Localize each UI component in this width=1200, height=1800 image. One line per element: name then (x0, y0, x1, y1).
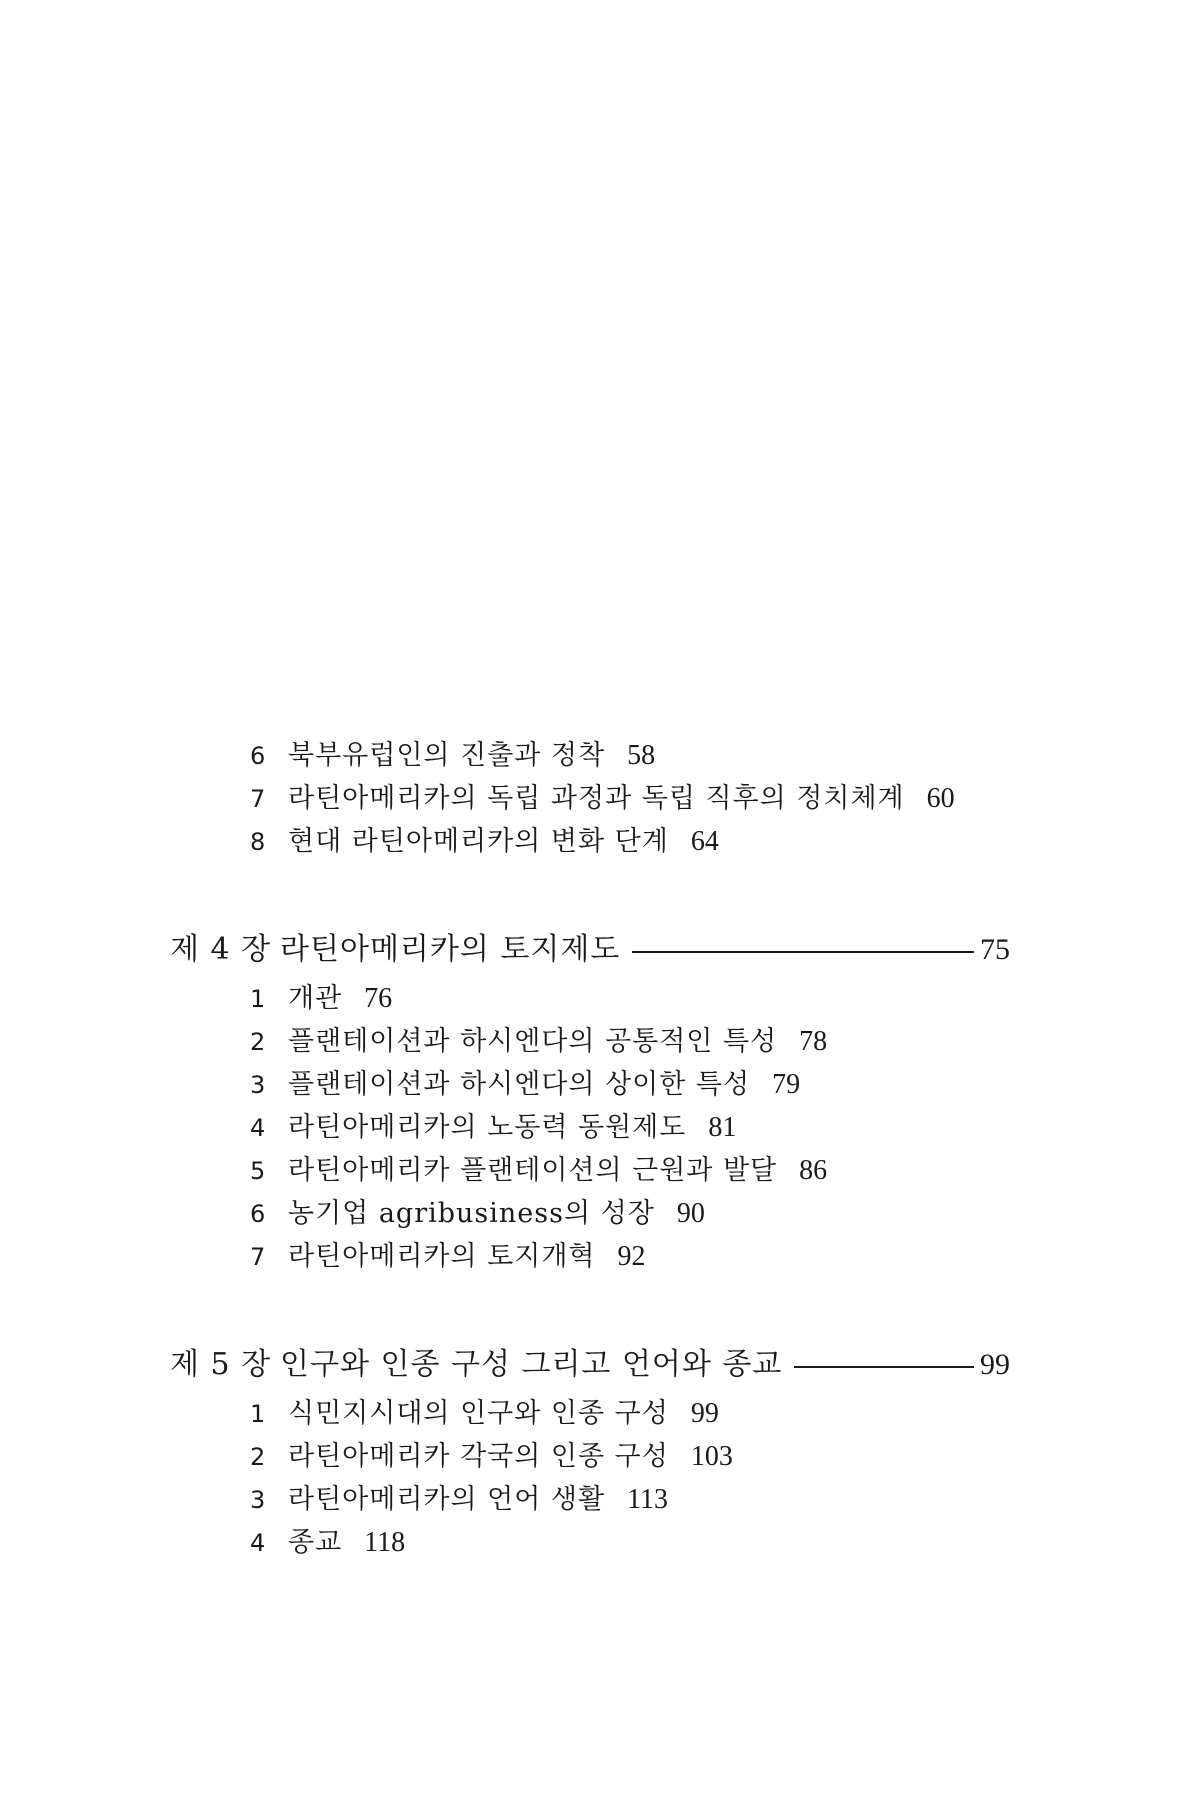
entry-number: 4 (250, 1114, 266, 1142)
toc-entry (250, 1529, 405, 1557)
toc-entry (250, 1243, 645, 1271)
entry-title: 라틴아메리카의 토지개혁 (288, 1241, 596, 1272)
entry-page: 64 (690, 826, 719, 857)
entry-number: 3 (250, 1486, 266, 1514)
entry-page: 90 (676, 1198, 705, 1229)
entry-page: 113 (627, 1484, 669, 1515)
entry-number: 5 (250, 1157, 266, 1185)
entry-title: 라틴아메리카의 노동력 동원제도 (288, 1112, 687, 1143)
toc-entry (250, 1028, 827, 1056)
toc-entry (250, 828, 719, 856)
entry-number: 8 (250, 828, 266, 856)
entry-page: 58 (627, 740, 656, 771)
entry-number: 3 (250, 1071, 266, 1099)
toc-entry (250, 1443, 733, 1471)
entry-page: 99 (690, 1398, 719, 1429)
toc-entry (250, 1114, 736, 1142)
entry-number: 6 (250, 1200, 266, 1228)
toc-entry (250, 742, 655, 770)
entry-title: 라틴아메리카 각국의 인종 구성 (288, 1441, 669, 1472)
entry-page: 118 (364, 1527, 406, 1558)
chapter-heading-4 (170, 932, 1010, 967)
entry-title: 농기업 agribusiness의 성장 (288, 1198, 655, 1229)
entry-title: 종교 (288, 1527, 343, 1558)
entry-title: 북부유럽인의 진출과 정착 (288, 740, 606, 771)
entry-title: 플랜테이션과 하시엔다의 공통적인 특성 (288, 1026, 778, 1057)
entry-title: 라틴아메리카의 언어 생활 (288, 1484, 606, 1515)
toc-entry (250, 1157, 827, 1185)
toc-entry (250, 1200, 705, 1228)
entry-number: 2 (250, 1028, 266, 1056)
entry-page: 103 (690, 1441, 733, 1472)
chapter-page: 75 (980, 933, 1010, 966)
chapter-title: 인구와 인종 구성 그리고 언어와 종교 (280, 1347, 783, 1382)
entry-title: 플랜테이션과 하시엔다의 상이한 특성 (288, 1069, 751, 1100)
entry-title: 식민지시대의 인구와 인종 구성 (288, 1398, 669, 1429)
entry-number: 7 (250, 1243, 266, 1271)
entry-number: 4 (250, 1529, 266, 1557)
leader-line (794, 1366, 974, 1368)
entry-title: 라틴아메리카 플랜테이션의 근원과 발달 (288, 1155, 778, 1186)
toc-entry (250, 1486, 668, 1514)
entry-title: 개관 (288, 983, 343, 1014)
entry-title: 현대 라틴아메리카의 변화 단계 (288, 826, 669, 857)
entry-page: 60 (926, 783, 955, 814)
entry-page: 78 (799, 1026, 828, 1057)
chapter-label: 제 5 장 (170, 1347, 272, 1382)
entry-number: 1 (250, 985, 266, 1013)
chapter-label: 제 4 장 (170, 932, 272, 967)
entry-page: 79 (772, 1069, 801, 1100)
entry-title: 라틴아메리카의 독립 과정과 독립 직후의 정치체계 (288, 783, 905, 814)
entry-number: 1 (250, 1400, 266, 1428)
leader-line (632, 951, 974, 953)
toc-entry (250, 985, 392, 1013)
toc-entry (250, 1071, 800, 1099)
entry-page: 92 (617, 1241, 646, 1272)
toc-entry (250, 1400, 719, 1428)
entry-number: 6 (250, 742, 266, 770)
chapter-title: 라틴아메리카의 토지제도 (280, 932, 621, 967)
entry-number: 7 (250, 785, 266, 813)
chapter-page: 99 (980, 1348, 1010, 1381)
entry-page: 76 (364, 983, 393, 1014)
entry-number: 2 (250, 1443, 266, 1471)
entry-page: 86 (799, 1155, 828, 1186)
entry-page: 81 (708, 1112, 737, 1143)
chapter-heading-5 (170, 1347, 1010, 1382)
toc-entry (250, 785, 955, 813)
